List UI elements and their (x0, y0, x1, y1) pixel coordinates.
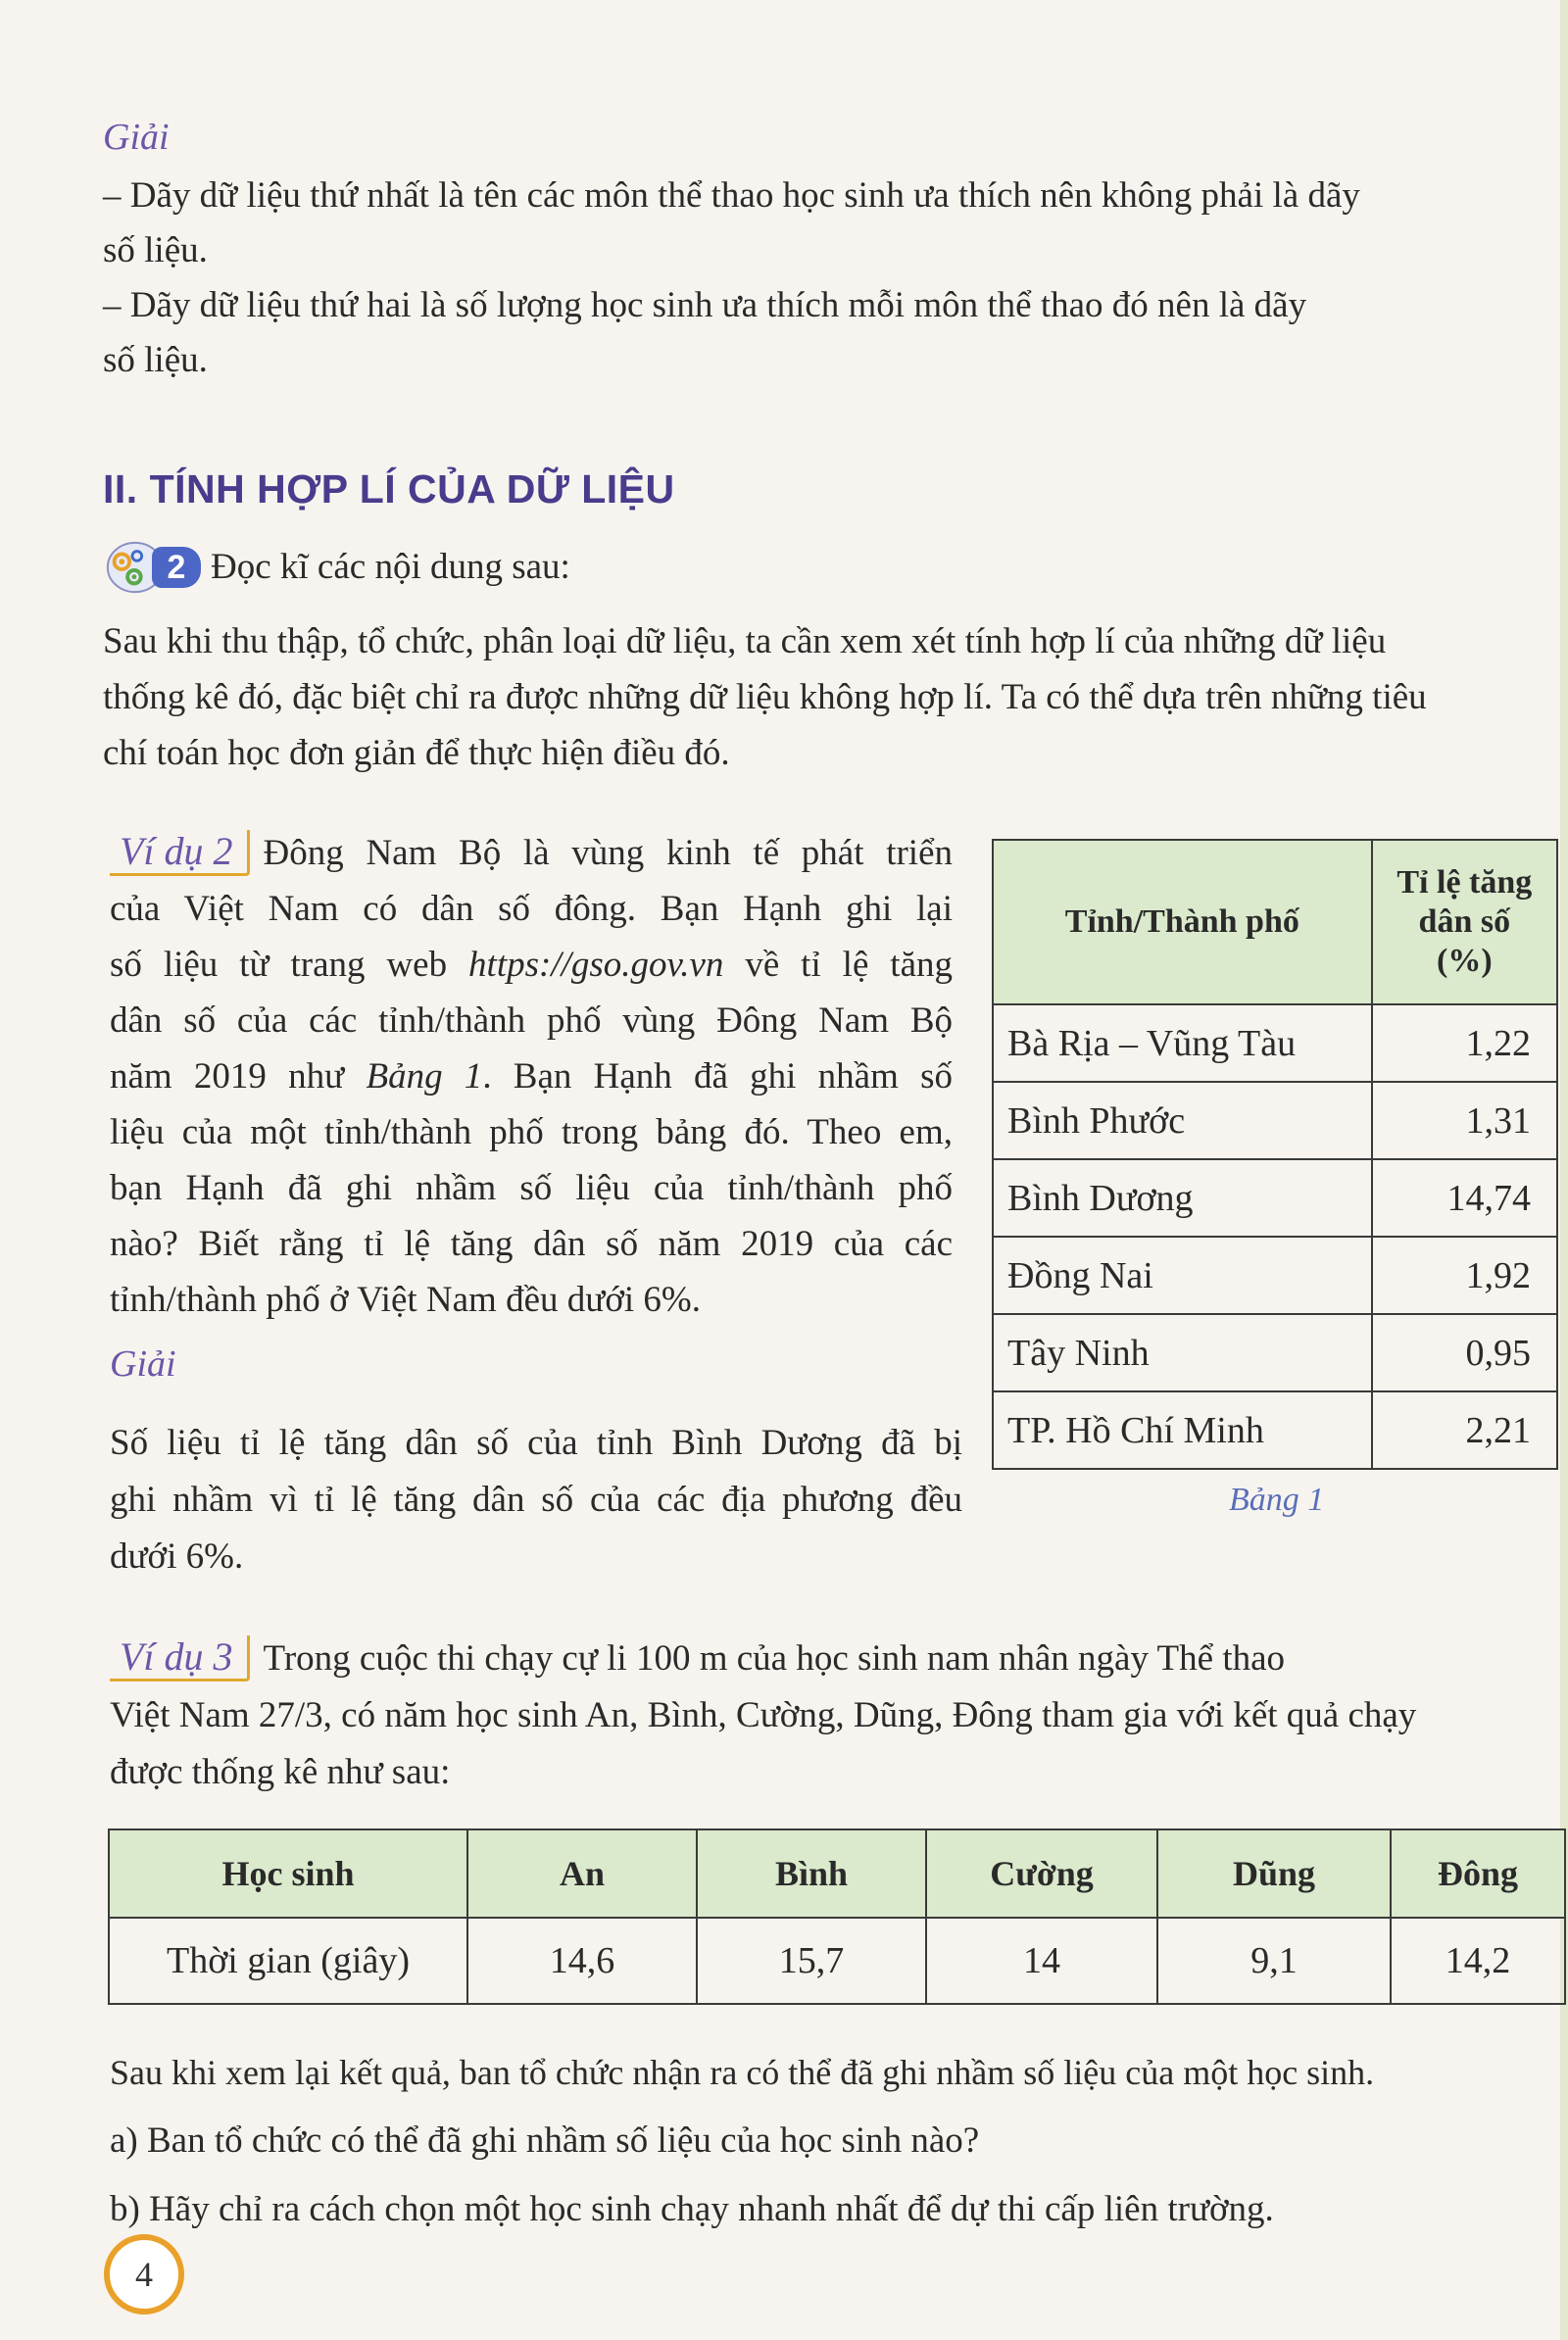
intro-line-1: – Dãy dữ liệu thứ nhất là tên các môn thể thao học sinh ưa thích nên không phải là dãy (103, 175, 1360, 216)
after-paragraph: Sau khi xem lại kết quả, ban tổ chức nhận ra có thể đã ghi nhầm số liệu của một học sinh. (110, 2053, 1375, 2092)
table-row (993, 1237, 1557, 1314)
example-2-solution-line-3: dưới 6%. (110, 1536, 244, 1577)
section-para-line-1: Sau khi thu thập, tổ chức, phân loại dữ liệu, ta cần xem xét tính hợp lí của những dữ liệu (103, 621, 1387, 661)
activity-number-badge: 2 (152, 547, 201, 588)
example-2-line-6: liệu của một tỉnh/thành phố trong bảng đó. Theo em, (110, 1112, 953, 1152)
province-name: Bình Dương (993, 1159, 1372, 1237)
table-row (993, 1159, 1557, 1237)
time-cuong: 14 (926, 1918, 1157, 2004)
example-3-line-1-text: Trong cuộc thi chạy cự li 100 m của học sinh nam nhân ngày Thể thao (263, 1638, 1286, 1679)
section-paragraph (103, 613, 1551, 781)
activity-text: Đọc kĩ các nội dung sau: (211, 547, 570, 587)
table-row (993, 1082, 1557, 1159)
province-name: Tây Ninh (993, 1314, 1372, 1391)
growth-rate: 1,92 (1372, 1237, 1557, 1314)
header-an: An (467, 1829, 697, 1918)
question-b: b) Hãy chỉ ra cách chọn một học sinh chạy nhanh nhất để dự thi cấp liên trường. (110, 2189, 1274, 2229)
growth-rate: 2,21 (1372, 1391, 1557, 1469)
example-3-label: Ví dụ 3 (110, 1635, 250, 1682)
intro-line-2: – Dãy dữ liệu thứ hai là số lượng học sinh ưa thích mỗi môn thể thao đó nên là dãy (103, 285, 1307, 325)
col-rate-line-2: dân số (1418, 903, 1511, 940)
time-binh: 15,7 (697, 1918, 926, 2004)
intro-solution-text (103, 169, 1544, 388)
section-heading: II. TÍNH HỢP LÍ CỦA DỮ LIỆU (103, 466, 675, 512)
time-an: 14,6 (467, 1918, 697, 2004)
example-2-label: Ví dụ 2 (110, 830, 250, 876)
header-binh: Bình (697, 1829, 926, 1918)
table-row (109, 1918, 1565, 2004)
row-label-time: Thời gian (giây) (109, 1918, 467, 2004)
section-para-line-3: chí toán học đơn giản để thực hiện điều đó. (103, 733, 730, 773)
header-cuong: Cường (926, 1829, 1157, 1918)
table-row (993, 1391, 1557, 1469)
table-1-col-rate (1372, 840, 1557, 1004)
table-2-header-row (109, 1829, 1565, 1918)
example-2-line-3 (110, 937, 953, 993)
province-name: Bình Phước (993, 1082, 1372, 1159)
example-2-line-5b: . Bạn Hạnh đã ghi nhầm số (482, 1056, 954, 1097)
example-2-solution-line-1: Số liệu tỉ lệ tăng dân số của tỉnh Bình Dương đã bị (110, 1423, 962, 1463)
header-dung: Dũng (1157, 1829, 1391, 1918)
col-rate-line-3: (%) (1437, 943, 1493, 979)
intro-line-2b: số liệu. (103, 340, 208, 380)
example-2-line-7: bạn Hạnh đã ghi nhầm số liệu của tỉnh/thành phố (110, 1168, 953, 1208)
example-3-line-2: Việt Nam 27/3, có năm học sinh An, Bình, Cường, Dũng, Đông tham gia với kết quả chạy (110, 1695, 1417, 1735)
example-2-line-1-text: Đông Nam Bộ là vùng kinh tế phát triển (263, 833, 953, 873)
time-dung: 9,1 (1157, 1918, 1391, 2004)
example-2-text (110, 825, 953, 1328)
table-1-reference: Bảng 1 (366, 1056, 483, 1097)
example-2-line-3a: số liệu từ trang web (110, 945, 469, 985)
header-student: Học sinh (109, 1829, 467, 1918)
example-2-line-9: tỉnh/thành phố ở Việt Nam đều dưới 6%. (110, 1280, 701, 1320)
example-3-line-3: được thống kê như sau: (110, 1752, 451, 1792)
intro-line-1b: số liệu. (103, 230, 208, 270)
question-a: a) Ban tổ chức có thể đã ghi nhầm số liệu của học sinh nào? (110, 2121, 980, 2161)
example-2-solution (110, 1415, 962, 1585)
questions (110, 2038, 1560, 2244)
example-3-text (110, 1631, 1560, 1801)
population-growth-table (992, 839, 1558, 1470)
page-number: 4 (104, 2234, 184, 2315)
intro-solution-label: Giải (103, 117, 170, 158)
example-2-line-5a: năm 2019 như (110, 1056, 367, 1097)
example-2-line-1 (110, 825, 953, 881)
example-2-line-3b: về tỉ lệ tăng (723, 945, 953, 985)
growth-rate: 1,22 (1372, 1004, 1557, 1082)
example-3-line-1 (110, 1631, 1560, 1687)
province-name: TP. Hồ Chí Minh (993, 1391, 1372, 1469)
example-2-solution-line-2: ghi nhầm vì tỉ lệ tăng dân số của các địa phương đều (110, 1480, 962, 1520)
growth-rate: 1,31 (1372, 1082, 1557, 1159)
example-2-line-2: của Việt Nam có dân số đông. Bạn Hạnh ghi lại (110, 889, 953, 929)
example-2-line-4: dân số của các tỉnh/thành phố vùng Đông Nam Bộ (110, 1000, 953, 1041)
table-row (993, 1004, 1557, 1082)
section-para-line-2: thống kê đó, đặc biệt chỉ ra được những dữ liệu không hợp lí. Ta có thể dựa trên những tiêu (103, 677, 1427, 717)
example-2-solution-label: Giải (110, 1343, 176, 1385)
gso-url: https://gso.gov.vn (468, 945, 724, 985)
growth-rate: 0,95 (1372, 1314, 1557, 1391)
header-dong: Đông (1391, 1829, 1565, 1918)
table-1-caption: Bảng 1 (1229, 1482, 1325, 1518)
activity-2 (103, 539, 570, 596)
province-name: Đồng Nai (993, 1237, 1372, 1314)
race-results-table (108, 1828, 1566, 2005)
table-row (993, 1314, 1557, 1391)
table-1-header-row (993, 840, 1557, 1004)
example-2-line-8: nào? Biết rằng tỉ lệ tăng dân số năm 2019 của các (110, 1224, 953, 1264)
example-2-line-5 (110, 1048, 953, 1104)
table-1-col-province: Tỉnh/Thành phố (993, 840, 1372, 1004)
province-name: Bà Rịa – Vũng Tàu (993, 1004, 1372, 1082)
col-rate-line-1: Tỉ lệ tăng (1396, 864, 1533, 901)
growth-rate: 14,74 (1372, 1159, 1557, 1237)
time-dong: 14,2 (1391, 1918, 1565, 2004)
